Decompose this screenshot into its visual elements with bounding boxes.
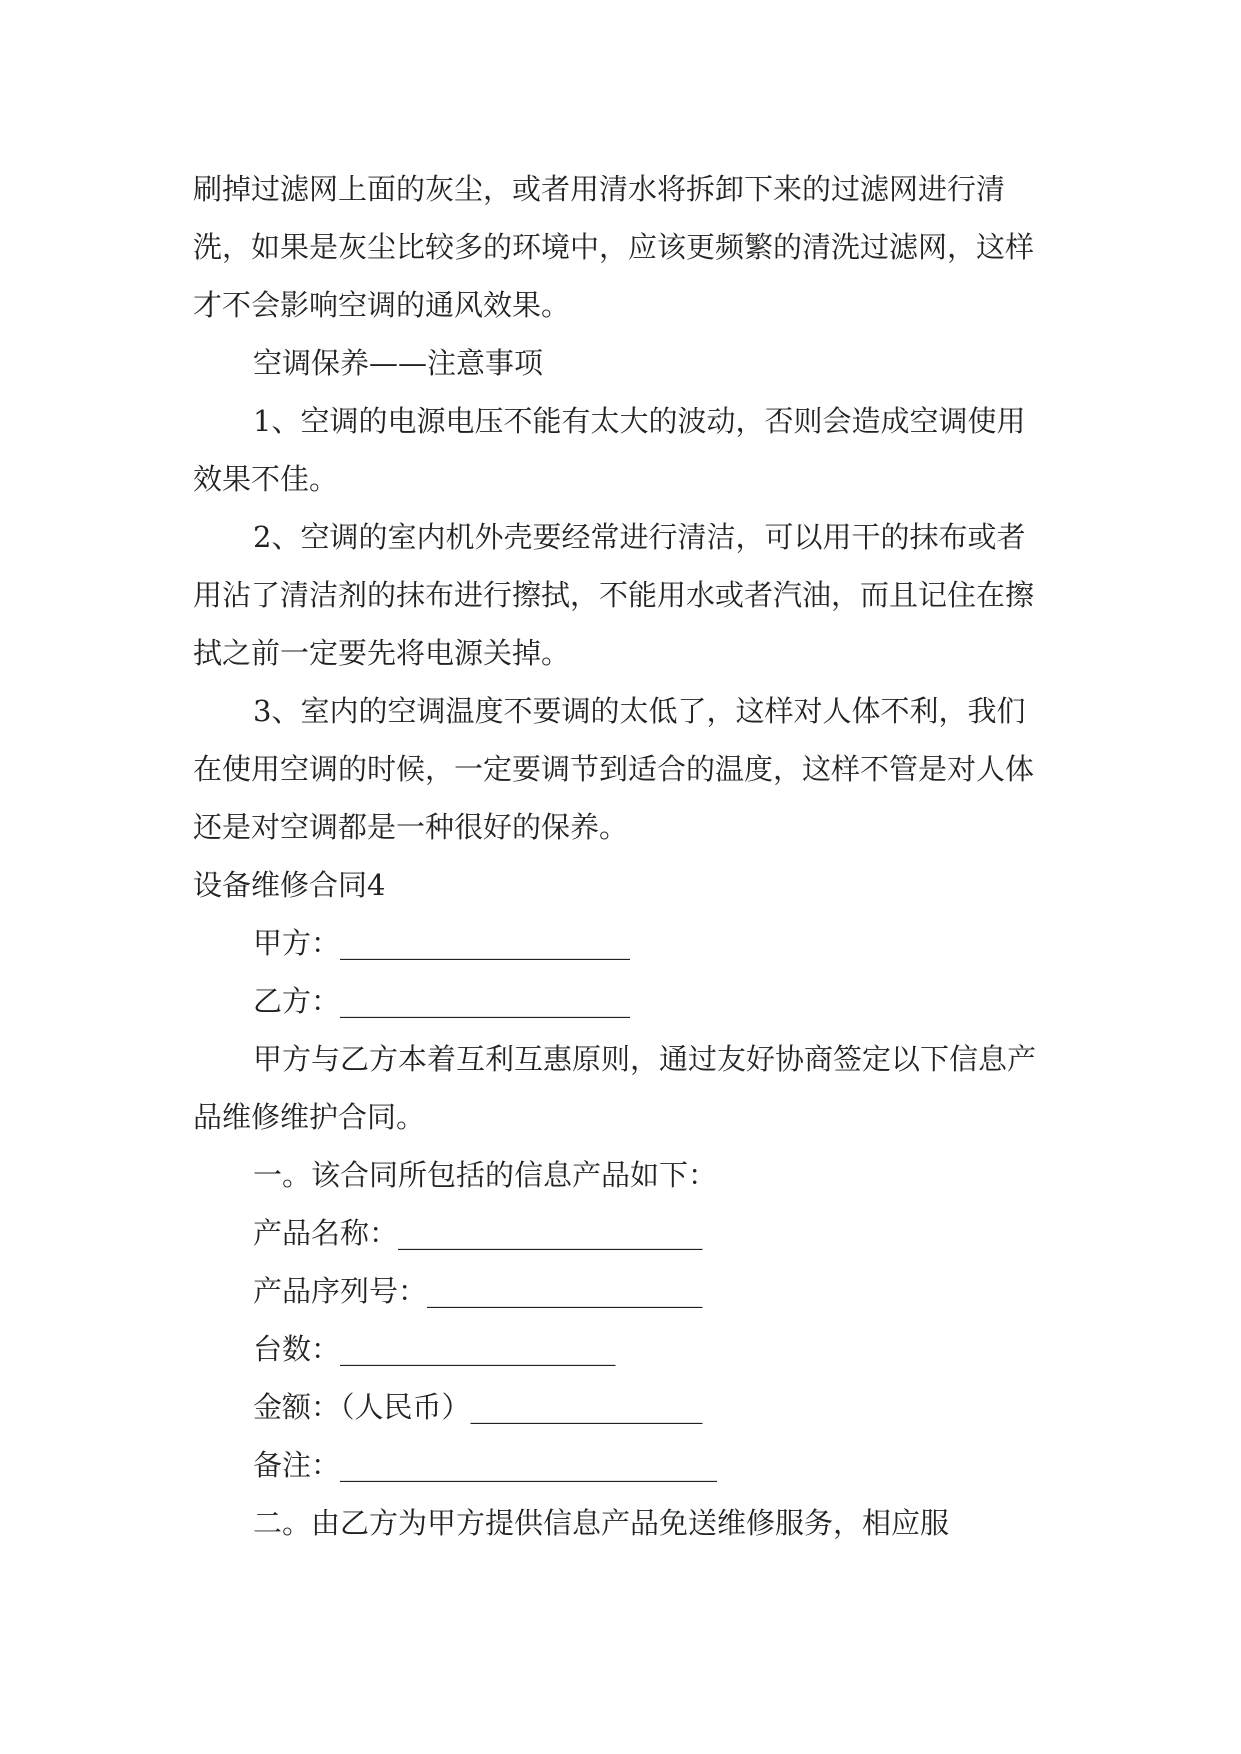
section-2-text: 二。由乙方为甲方提供信息产品免送维修服务，相应服 <box>253 1506 950 1540</box>
paragraph-note-1: 1、空调的电源电压不能有太大的波动，否则会造成空调使用效果不佳。 <box>193 404 1026 496</box>
amount-field: 金额：（人民币）________________ <box>253 1390 703 1424</box>
remarks-field: 备注：__________________________ <box>253 1448 718 1482</box>
contract-title: 设备维修合同4 <box>193 868 386 902</box>
contract-intro: 甲方与乙方本着互利互惠原则，通过友好协商签定以下信息产品维修维护合同。 <box>193 1042 1037 1134</box>
party-b-field: 乙方：____________________ <box>253 984 631 1018</box>
paragraph-filter-cleaning: 刷掉过滤网上面的灰尘，或者用清水将拆卸下来的过滤网进行清洗，如果是灰尘比较多的环境中，应该更频繁的清洗过滤网，这样才不会影响空调的通风效果。 <box>193 172 1035 322</box>
document-page <box>193 160 1053 1552</box>
paragraph-note-3: 3、室内的空调温度不要调的太低了，这样对人体不利，我们在使用空调的时候，一定要调节到适合的温度，这样不管是对人体还是对空调都是一种很好的保养。 <box>193 694 1035 844</box>
product-name-field: 产品名称：_____________________ <box>253 1216 703 1250</box>
quantity-field: 台数：___________________ <box>253 1332 616 1366</box>
product-serial-field: 产品序列号：___________________ <box>253 1274 703 1308</box>
party-a-field: 甲方：____________________ <box>253 926 631 960</box>
section-heading-maintenance-notes: 空调保养——注意事项 <box>253 346 544 380</box>
paragraph-note-2: 2、空调的室内机外壳要经常进行清洁，可以用干的抹布或者用沾了清洁剂的抹布进行擦拭，不能用水或者汽油，而且记住在擦拭之前一定要先将电源关掉。 <box>193 520 1035 670</box>
section-1-title: 一。该合同所包括的信息产品如下： <box>253 1158 718 1192</box>
